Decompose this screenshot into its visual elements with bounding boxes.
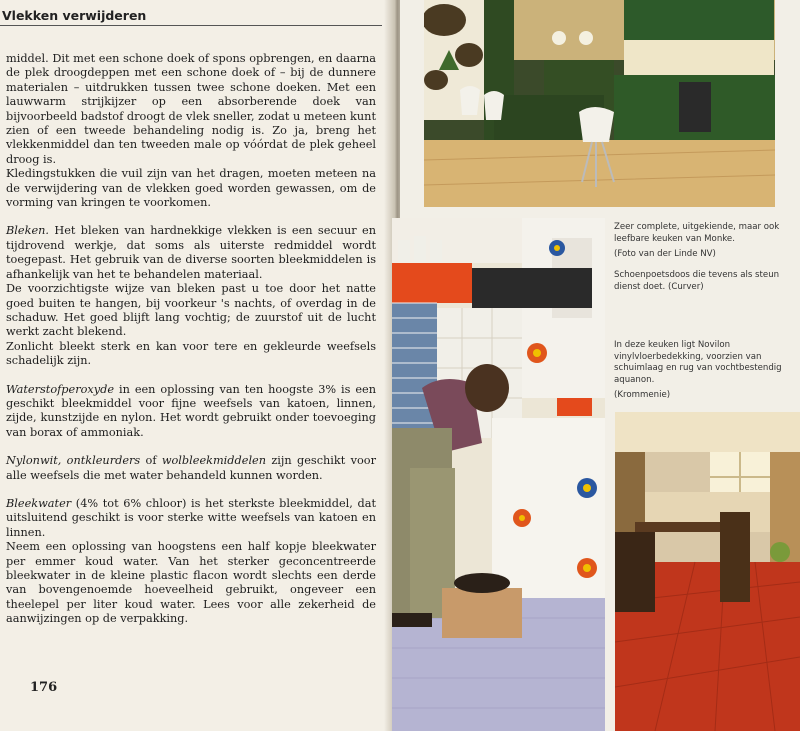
body-text [6, 52, 376, 627]
body-paragraph [6, 52, 376, 167]
paragraph-text: zijn geschikt voor alle weefsels die met water behandeld kunnen worden. [6, 454, 376, 482]
green-kitchen-illustration [424, 0, 775, 207]
caption-shoe-polish-box [614, 270, 794, 297]
paragraph-text: Het bleken van hardnekkige vlekken is een secuur en tijdrovend werkje, dat soms als uiterste redmiddel wordt toegepast. Het gebruik van de diverse soorten bleekmiddelen is afhankelijk van het te behandelen materiaal. [6, 224, 376, 281]
photo-shoe-polish-kitchen [392, 218, 605, 731]
paragraph-text: Neem een oplossing van hoogstens een half kopje bleekwater per emmer koud water. Van het sterker geconcentreerde bleekwater in de kleine plastic flacon wordt slechts een derde van bovengenoemde hoeveelheid gebruikt, ongeveer een theelepel per liter koud water. Lees voor alle zekerheid de aanwijzingen op de verpakking. [6, 540, 376, 626]
caption-credit: (Foto van der Linde NV) [614, 249, 716, 259]
shoe-polish-illustration [392, 218, 605, 731]
italic-term: wolbleekmiddelen [161, 454, 267, 468]
paragraph-text: middel. Dit met een schone doek of spons opbrengen, en daarna de plek droogdeppen met een schone doek of – bij de dunnere materialen – uitdrukken tussen twee schone doeken. Met een lauwwarm strijkijzer op een absorberende doek van bijvoorbeeld badstof droogt de vlek sneller, zodat u meteen kunt zien of een tweede behandeling nodig is. Zo ja, breng het vlekkenmiddel dan ten tweeden male op vóórdat de plek geheel droog is. [6, 52, 376, 166]
header-rule [0, 25, 382, 26]
body-paragraph [6, 282, 376, 340]
italic-term: Bleekwater [6, 496, 72, 510]
italic-term: Nylonwit, ontkleurders [6, 454, 141, 468]
body-paragraph [6, 383, 376, 441]
paragraph-text: Kledingstukken die vuil zijn van het dragen, moeten meteen na de verwijdering van de vlekken goed worden gewassen, om de vorming van kringen te voorkomen. [6, 167, 376, 210]
body-paragraph [6, 497, 376, 540]
caption-line: Zeer complete, uitgekiende, maar ook leefbare keuken van Monke. [614, 222, 780, 244]
paragraph-text: in een oplossing van ten hoogste 3% is een geschikt bleekmiddel voor fijne weefsels van katoen, linnen, zijde, kunstzijde en nylon. Het wordt gebruikt onder toevoeging van borax of ammoniak. [6, 382, 376, 439]
italic-term: Bleken. [6, 224, 49, 238]
paragraph-text: (4% tot 6% chloor) is het sterkste bleekmiddel, dat uitsluitend geschikt is voor sterke witte weefsels van katoen en linnen. [6, 496, 376, 539]
body-paragraph [6, 167, 376, 210]
page-number: 176 [30, 680, 58, 695]
photo-red-floor-kitchen [615, 412, 800, 731]
italic-term: Waterstofperoxyde [6, 382, 115, 396]
caption-novilon-kitchen [614, 340, 794, 406]
photo-green-kitchen [424, 0, 775, 207]
caption-monke-kitchen [614, 222, 794, 265]
caption-line: In deze keuken ligt Novilon vinylvloerbedekking, voorzien van schuimlaag en rug van vochtbestendig aquanon. [614, 340, 782, 385]
caption-line: Schoenpoetsdoos die tevens als steun dienst doet. (Curver) [614, 270, 780, 292]
body-paragraph [6, 454, 376, 483]
body-paragraph [6, 540, 376, 626]
red-floor-illustration [615, 412, 800, 731]
left-page [0, 0, 392, 731]
running-head: Vlekken verwijderen [2, 8, 147, 23]
caption-credit: (Krommenie) [614, 390, 671, 400]
paragraph-text: De voorzichtigste wijze van bleken past u toe door het natte goed buiten te hangen, bij voorkeur 's nachts, of overdag in de schaduw. Het goed blijft lang vochtig; de zuurstof uit de lucht werkt zacht blekend. [6, 282, 376, 339]
body-paragraph [6, 224, 376, 282]
paragraph-text: Zonlicht bleekt sterk en kan voor tere en gekleurde weefsels schadelijk zijn. [6, 339, 376, 368]
paragraph-text: of [140, 454, 162, 468]
body-paragraph [6, 340, 376, 369]
